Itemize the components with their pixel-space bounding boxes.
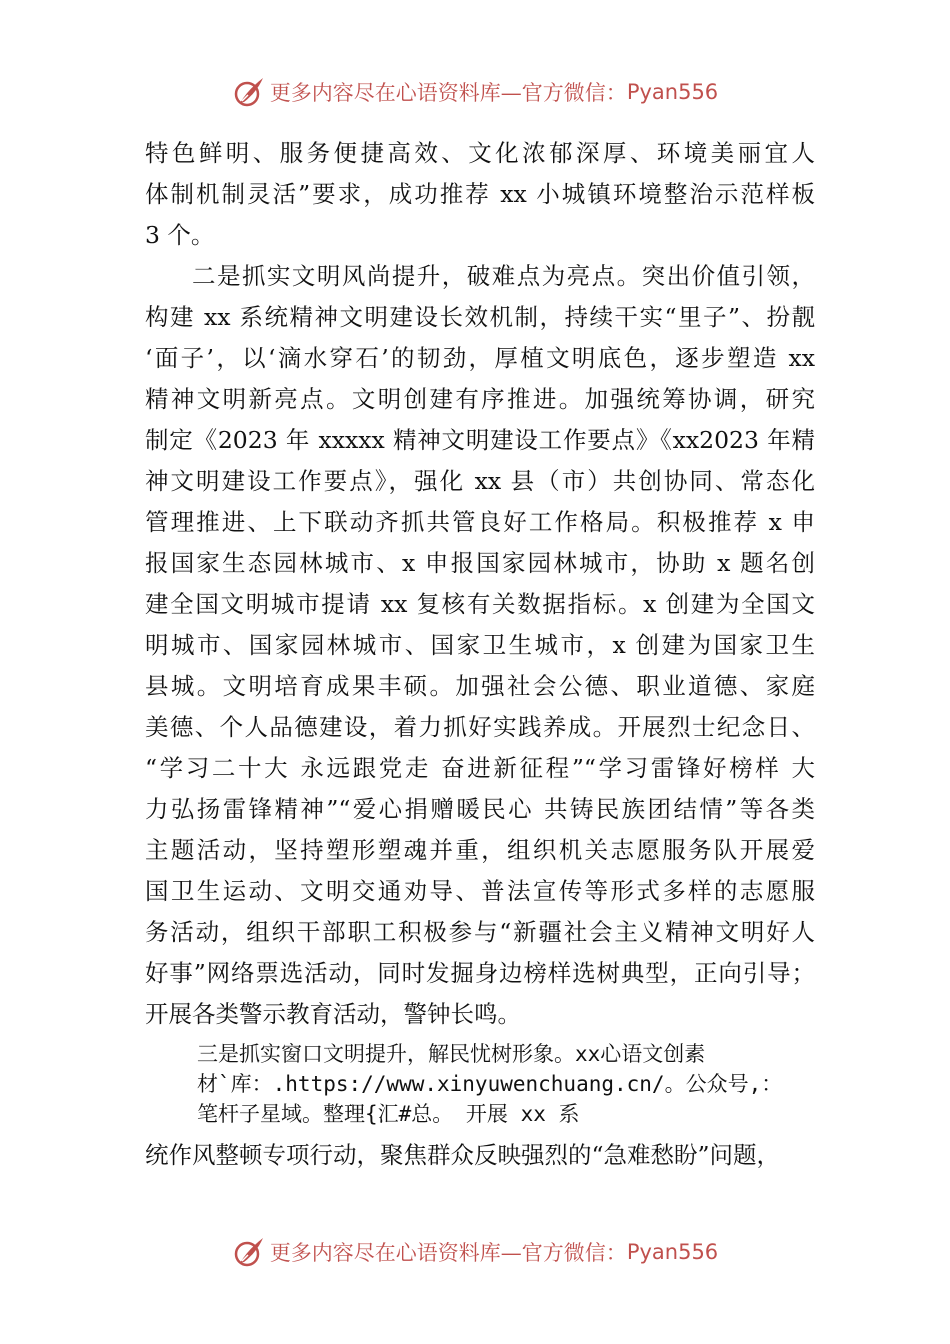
text-line: 制定《2023 年 xxxxx 精神文明建设工作要点》《xx2023 年精 [145, 426, 815, 454]
text-line: 笔杆子星域。整理{汇#总。 开展 xx 系 [197, 1102, 580, 1126]
paragraph-4 [145, 1135, 815, 1176]
text-line: 明城市、国家园林城市、国家卫生城市，x 创建为国家卫生 [145, 631, 815, 659]
text-line: 好事”网络票选活动，同时发掘身边榜样选树典型，正向引导； [145, 959, 815, 987]
text-line: 3 个。 [145, 221, 215, 249]
text-line: “学习二十大 永远跟党走 奋进新征程”“学习雷锋好榜样 大 [145, 754, 815, 782]
text-line: 三是抓实窗口文明提升，解民忧树形象。xx心语文创素 [197, 1042, 706, 1066]
footer-text: 更多内容尽在心语资料库—官方微信： [269, 1241, 627, 1265]
footer-wechat-id: Pyan556 [626, 1240, 719, 1264]
text-line: 建全国文明城市提请 xx 复核有关数据指标。x 创建为全国文 [145, 590, 815, 618]
text-line: 神文明建设工作要点》，强化 xx 县（市）共创协同、常态化 [145, 467, 815, 495]
text-line: 特色鲜明、服务便捷高效、文化浓郁深厚、环境美丽宜人 [145, 139, 815, 167]
text-line: 县城。文明培育成果丰硕。加强社会公德、职业道德、家庭 [145, 672, 815, 700]
text-line: 主题活动，坚持塑形塑魂并重，组织机关志愿服务队开展爱 [145, 836, 815, 864]
text-line: 美德、个人品德建设，着力抓好实践养成。开展烈士纪念日、 [145, 713, 815, 741]
text-line: 体制机制灵活”要求，成功推荐 xx 小城镇环境整治示范样板 [145, 180, 815, 208]
header-text: 更多内容尽在心语资料库—官方微信： [269, 81, 627, 105]
text-line: 管理推进、上下联动齐抓共管良好工作格局。积极推荐 x 申 [145, 508, 815, 536]
text-line: ‘面子’，以‘滴水穿石’的韧劲，厚植文明底色，逐步塑造 xx [145, 344, 815, 372]
text-line: 二是抓实文明风尚提升，破难点为亮点。突出价值引领， [192, 262, 815, 290]
paragraph-3 [197, 1039, 815, 1129]
paragraph-1 [145, 133, 815, 256]
paragraph-2 [145, 256, 815, 1035]
text-line: 力弘扬雷锋精神”“爱心捐赠暖民心 共铸民族团结情”等各类 [145, 795, 815, 823]
document-body [145, 133, 815, 1176]
text-line: 统作风整顿专项行动，聚焦群众反映强烈的“急难愁盼”问题， [145, 1141, 781, 1169]
text-line: 材`库：.https://www.xinyuwenchuang.cn/。公众号,： [197, 1072, 783, 1096]
text-line: 开展各类警示教育活动，警钟长鸣。 [145, 1000, 521, 1028]
quill-logo-icon [232, 1235, 266, 1269]
text-line: 报国家生态园林城市、x 申报国家园林城市，协助 x 题名创 [145, 549, 815, 577]
text-line: 务活动，组织干部职工积极参与“新疆社会主义精神文明好人 [145, 918, 815, 946]
header-wechat-id: Pyan556 [626, 80, 719, 104]
text-line: 精神文明新亮点。文明创建有序推进。加强统筹协调，研究 [145, 385, 815, 413]
text-line: 构建 xx 系统精神文明建设长效机制，持续干实“里子”、扮靓 [145, 303, 815, 331]
text-line: 国卫生运动、文明交通劝导、普法宣传等形式多样的志愿服 [145, 877, 815, 905]
footer-watermark [0, 1232, 950, 1272]
quill-logo-icon [232, 75, 266, 109]
header-watermark [0, 72, 950, 112]
